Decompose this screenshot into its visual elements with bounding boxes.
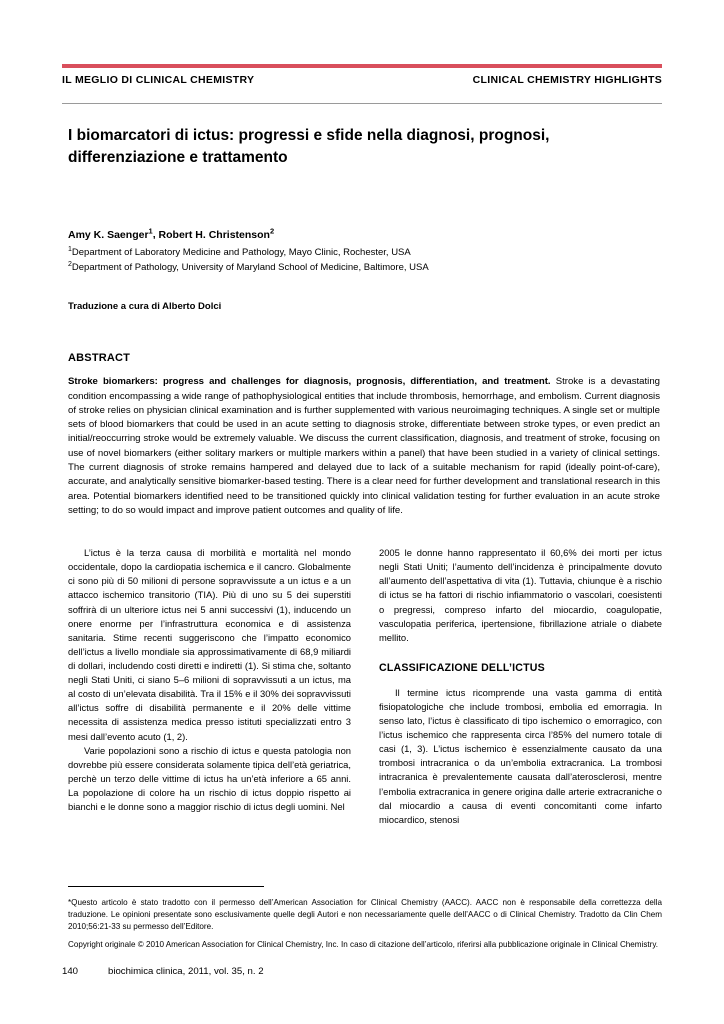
running-head xyxy=(62,74,662,86)
running-head-left: IL MEGLIO DI CLINICAL CHEMISTRY xyxy=(62,74,255,86)
paragraph: L’ictus è la terza causa di morbilità e mortalità nel mondo occidentale, dopo la cardiopatia ischemica e il cancro. Globalmente ci sono più di 50 milioni di persone sopravvissute a un ictus e a un attacco ischemico transitorio (TIA). Più di uno su 5 dei superstiti soffrirà di un ulteriore ictus nei 5 anni successivi (1), inducendo un onere enorme per l’infrastruttura economica e di assistenza sanitaria. Stime recenti suggeriscono che l’impatto economico dell’ictus a livello mondiale sia approssimativamente di 68,9 miliardi di dollari, includendo costi diretti e indiretti (1). Si stima che, soltanto negli Stati Uniti, ci siano 5–6 milioni di sopravvissuti a un ictus, ma al costo di un’elevata disabilità. Tra il 15% e il 30% dei sopravvissuti all’ictus soffre di disabilità permanente e il 20% delle vittime necessita di assistenza medica presso istituti specializzati entro 3 mesi dall’evento acuto (1, 2). xyxy=(68,547,351,742)
paragraph: Il termine ictus ricomprende una vasta gamma di entità fisiopatologiche che include trombosi, embolia ed emorragia. In senso lato, l’ictus è classificato di tipo ischemico o emorragico, con l’ictus ischemico che rappresenta circa l’85% del numero totale di casi (1, 3). L’ictus ischemico è essenzialmente causato da una trombosi intracranica o da un’embolia extracranica. La trombosi intracranica è prevalentemente causata dall’aterosclerosi, mentre l’embolia extracranica in genere origina dalle arterie extracraniche o dal miocardio a causa di eventi concomitanti come infarto miocardico, stenosi xyxy=(379,686,662,825)
author-1-affil-marker: 1 xyxy=(148,226,153,235)
author-1-name: Amy K. Saenger xyxy=(68,228,149,241)
page-number: 140 xyxy=(62,966,79,977)
body-columns xyxy=(62,546,662,827)
abstract-body xyxy=(62,375,662,518)
header-divider xyxy=(62,103,662,104)
header-accent-rule xyxy=(62,64,662,68)
abstract-heading: ABSTRACT xyxy=(68,352,131,365)
footnote-divider xyxy=(68,886,264,887)
author-list: Amy K. Saenger$^1$, Robert H. Christenson$^2$ xyxy=(68,226,275,241)
affiliation-1 xyxy=(68,245,662,260)
page-title: I biomarcatori di ictus: progressi e sfide nella diagnosi, prognosi, differenziazione e trattamento xyxy=(68,127,550,166)
journal-citation: biochimica clinica, 2011, vol. 35, n. 2 xyxy=(108,966,264,977)
abstract-text: Stroke is a devastating condition encompassing a wide range of pathophysiological entities that include thrombosis, hemorrhage, and embolism. Current diagnosis of stroke relies on physician clinical examination and is further supplemented with various neuroimaging techniques. A single set or multiple sets of blood biomarkers that could be used in an acute setting to diagnosis stroke, differentiate between stroke types, or even predict an initial/reoccurring stroke would be extremely valuable. We discuss the current classification, diagnosis, and treatment of stroke, focusing on use of novel biomarkers (either solitary markers or multiple markers within a panel) that have been studied in a variety of clinical settings. The current diagnosis of stroke remains hampered and delayed due to lack of a suitable mechanism for rapid (ideally point-of-care), accurate, and analytically sensitive biomarker-based testing. There is a clear need for further development and translational research in this area. Potential biomarkers identified need to be transitioned quickly into clinical validation testing for further evaluation in an acute stroke setting; to do so would impact and improve patient outcomes and quality of life. xyxy=(68,376,660,516)
affiliations xyxy=(62,245,662,276)
body-column-left xyxy=(68,546,351,827)
paragraph: Varie popolazioni sono a rischio di ictus e questa patologia non dovrebbe più essere considerata solamente tipica dell’età geriatrica, perchè un terzo delle vittime di ictus ha un’età inferiore a 65 anni. La popolazione di colore ha un rischio di ictus doppio rispetto ai bianchi e le donne sono a maggior rischio di ictus degli uomini. Nel xyxy=(68,744,351,813)
footnote xyxy=(68,897,662,952)
affiliation-1-text: Department of Laboratory Medicine and Pathology, Mayo Clinic, Rochester, USA xyxy=(71,246,411,258)
author-1 xyxy=(68,226,153,241)
author-2-affil-marker: 2 xyxy=(269,226,275,235)
article-content xyxy=(62,125,662,827)
footnote-copyright: Copyright originale © 2010 American Association for Clinical Chemistry, Inc. In caso di citazione dell’articolo, riferirsi alla pubblicazione originale in Clinical Chemistry. xyxy=(68,940,659,950)
affiliation-2 xyxy=(68,260,662,275)
paragraph: 2005 le donne hanno rappresentato il 60,6% dei morti per ictus negli Stati Uniti; l’aumento dell’incidenza è principalmente dovuto all’aumento dell’aspettativa di vita (1). Tuttavia, chiunque è a rischio di ictus se ha fattori di rischio infiammatorio o vascolari, coesistenti o pregressi, compreso infarto del miocardio, coagulopatie, vasculopatia periferica, ipertensione, fibrillazione atriale o diabete mellito. xyxy=(379,547,662,643)
footnote-permission-note: *Questo articolo è stato tradotto con il permesso dell’American Association for Clinical Chemistry (AACC). AACC non è responsabile della correttezza della traduzione. Le opinioni presentate sono esclusivamente quelle degli Autori e non necessariamente quelle dell’AACC o di Clinical Chemistry. Tradotto da Clin Chem 2010;56:21-33 su permesso dell’Editore. xyxy=(68,898,662,932)
translation-credit: Traduzione a cura di Alberto Dolci xyxy=(68,301,222,313)
section-heading: CLASSIFICAZIONE DELL’ICTUS xyxy=(379,661,545,674)
affiliation-2-text: Department of Pathology, University of Maryland School of Medicine, Baltimore, USA xyxy=(71,262,429,274)
affiliation-1-marker: 1 xyxy=(68,245,72,253)
author-2-name: Robert H. Christenson xyxy=(158,228,270,241)
folio xyxy=(62,966,662,977)
abstract-lead: Stroke biomarkers: progress and challenges for diagnosis, prognosis, differentiation, and treatment. xyxy=(68,376,551,388)
affiliation-2-marker: 2 xyxy=(68,260,72,268)
body-column-right xyxy=(379,546,662,827)
running-head-right: CLINICAL CHEMISTRY HIGHLIGHTS xyxy=(472,74,662,86)
